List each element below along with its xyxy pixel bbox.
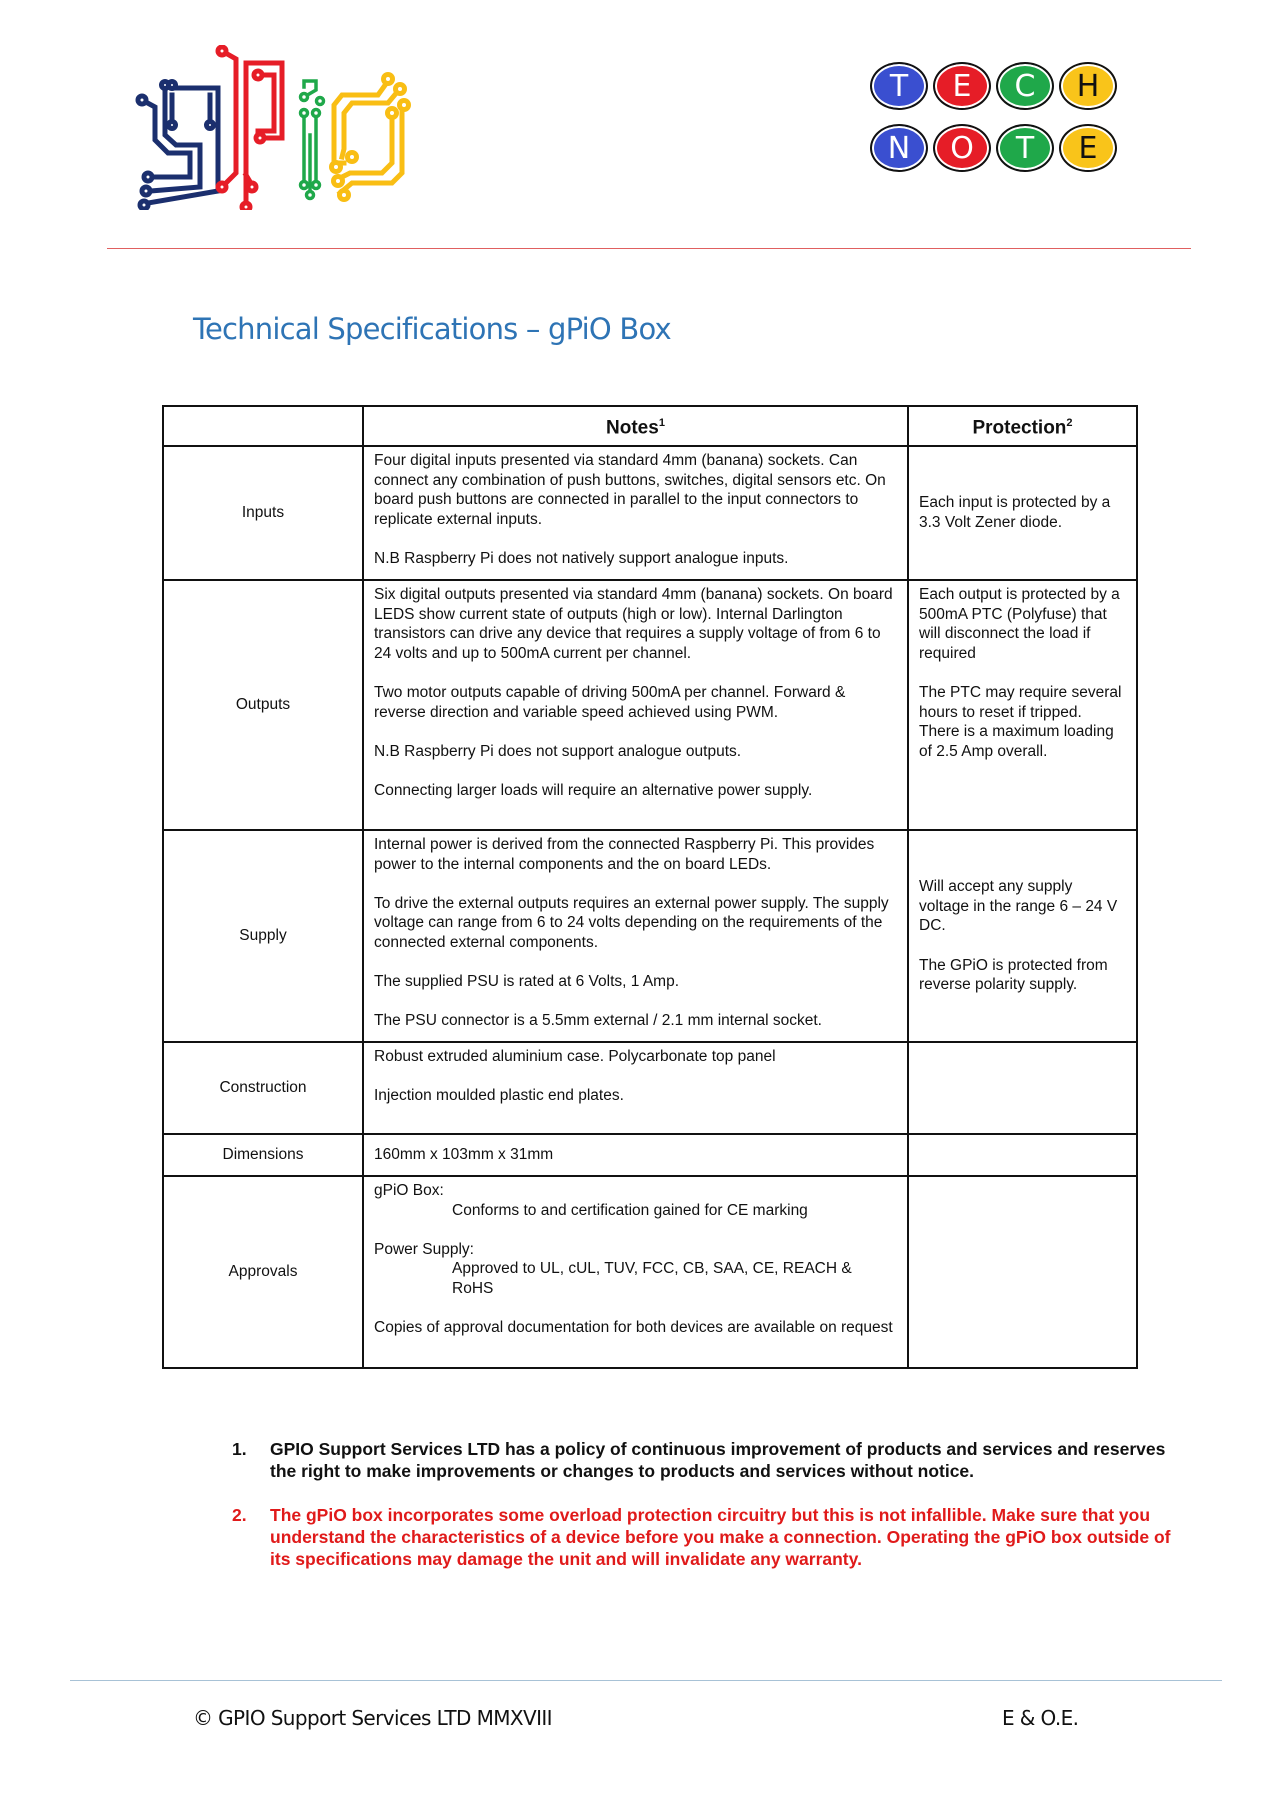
tech-note-letter: E [1059, 124, 1117, 172]
footer-divider [70, 1680, 1222, 1681]
tech-note-letter: C [996, 62, 1054, 110]
table-row-approvals [163, 1176, 1137, 1368]
tech-note-logo [870, 62, 1130, 192]
row-category: Inputs [163, 446, 363, 580]
table-row-construction [163, 1042, 1137, 1134]
spec-table [162, 405, 1138, 1369]
tech-note-letter: T [870, 62, 928, 110]
row-notes: Four digital inputs presented via standard 4mm (banana) sockets. Can connect any combination of push buttons, switches, digital sensors etc. On board push buttons are connected in parallel to the input connectors to replicate external inputs. N.B Raspberry Pi does not natively support analogue inputs. [363, 446, 908, 580]
tech-note-letter: N [870, 124, 928, 172]
table-row-supply [163, 830, 1137, 1042]
tech-note-letter: T [996, 124, 1054, 172]
header-protection: Protection$^2$ [908, 406, 1137, 446]
tech-note-letter: O [933, 124, 991, 172]
row-protection [908, 1176, 1137, 1368]
row-protection [908, 1042, 1137, 1134]
row-notes: 160mm x 103mm x 31mm [363, 1134, 908, 1176]
row-protection: Will accept any supply voltage in the range 6 – 24 V DC. The GPiO is protected from reverse polarity supply. [908, 830, 1137, 1042]
row-protection: Each input is protected by a 3.3 Volt Zener diode. [908, 446, 1137, 580]
row-category: Outputs [163, 580, 363, 830]
tech-note-row-1 [870, 62, 1130, 110]
page-title: Technical Specifications – gPiO Box [193, 312, 671, 346]
footnotes [232, 1438, 1172, 1592]
row-category: Approvals [163, 1176, 363, 1368]
row-notes: Robust extruded aluminium case. Polycarbonate top panel Injection moulded plastic end plates. [363, 1042, 908, 1134]
row-protection [908, 1134, 1137, 1176]
row-notes: gPiO Box: Conforms to and certification gained for CE marking Power Supply: Approved to UL, cUL, TUV, FCC, CB, SAA, CE, REACH & RoHS Copies of approval documentation for both devices are available on request [363, 1176, 908, 1368]
row-category: Supply [163, 830, 363, 1042]
header-notes: Notes$^1$ [363, 406, 908, 446]
footnote-number: 2. [232, 1505, 247, 1525]
row-category: Construction [163, 1042, 363, 1134]
table-row-outputs [163, 580, 1137, 830]
row-category: Dimensions [163, 1134, 363, 1176]
footnote-text: GPIO Support Services LTD has a policy of continuous improvement of products and services and reserves the right to make improvements or changes to products and services without notice. [270, 1439, 1166, 1481]
tech-note-letter: H [1059, 62, 1117, 110]
footer-copyright: © GPIO Support Services LTD MMXVIII [193, 1706, 552, 1730]
row-protection: Each output is protected by a 500mA PTC (Polyfuse) that will disconnect the load if required The PTC may require several hours to reset if tripped. There is a maximum loading of 2.5 Amp overall. [908, 580, 1137, 830]
footer-eoe: E & O.E. [1002, 1706, 1079, 1730]
header-category [163, 406, 363, 446]
table-header-row [163, 406, 1137, 446]
table-row-inputs [163, 446, 1137, 580]
tech-note-row-2 [870, 124, 1130, 172]
footnote-number: 1. [232, 1439, 247, 1459]
gpio-logo [130, 45, 420, 210]
row-notes: Six digital outputs presented via standard 4mm (banana) sockets. On board LEDS show current state of outputs (high or low). Internal Darlington transistors can drive any device that requires a supply voltage of from 6 to 24 volts and up to 500mA current per channel. Two motor outputs capable of driving 500mA per channel. Forward & reverse direction and variable speed achieved using PWM. N.B Raspberry Pi does not support analogue outputs. Connecting larger loads will require an alternative power supply. [363, 580, 908, 830]
header-divider [107, 248, 1191, 249]
tech-note-letter: E [933, 62, 991, 110]
footnote-text: The gPiO box incorporates some overload protection circuitry but this is not infallible. Make sure that you understand the characteristics of a device before you make a connection. Operating the gPiO box outside of its specifications may damage the unit and will invalidate any warranty. [270, 1505, 1171, 1569]
row-notes: Internal power is derived from the connected Raspberry Pi. This provides power to the internal components and the on board LEDs. To drive the external outputs requires an external power supply. The supply voltage can range from 6 to 24 volts depending on the requirements of the connected external components. The supplied PSU is rated at 6 Volts, 1 Amp. The PSU connector is a 5.5mm external / 2.1 mm internal socket. [363, 830, 908, 1042]
footnote-2-warning [232, 1504, 1172, 1570]
footnote-1 [232, 1438, 1172, 1482]
table-row-dimensions [163, 1134, 1137, 1176]
